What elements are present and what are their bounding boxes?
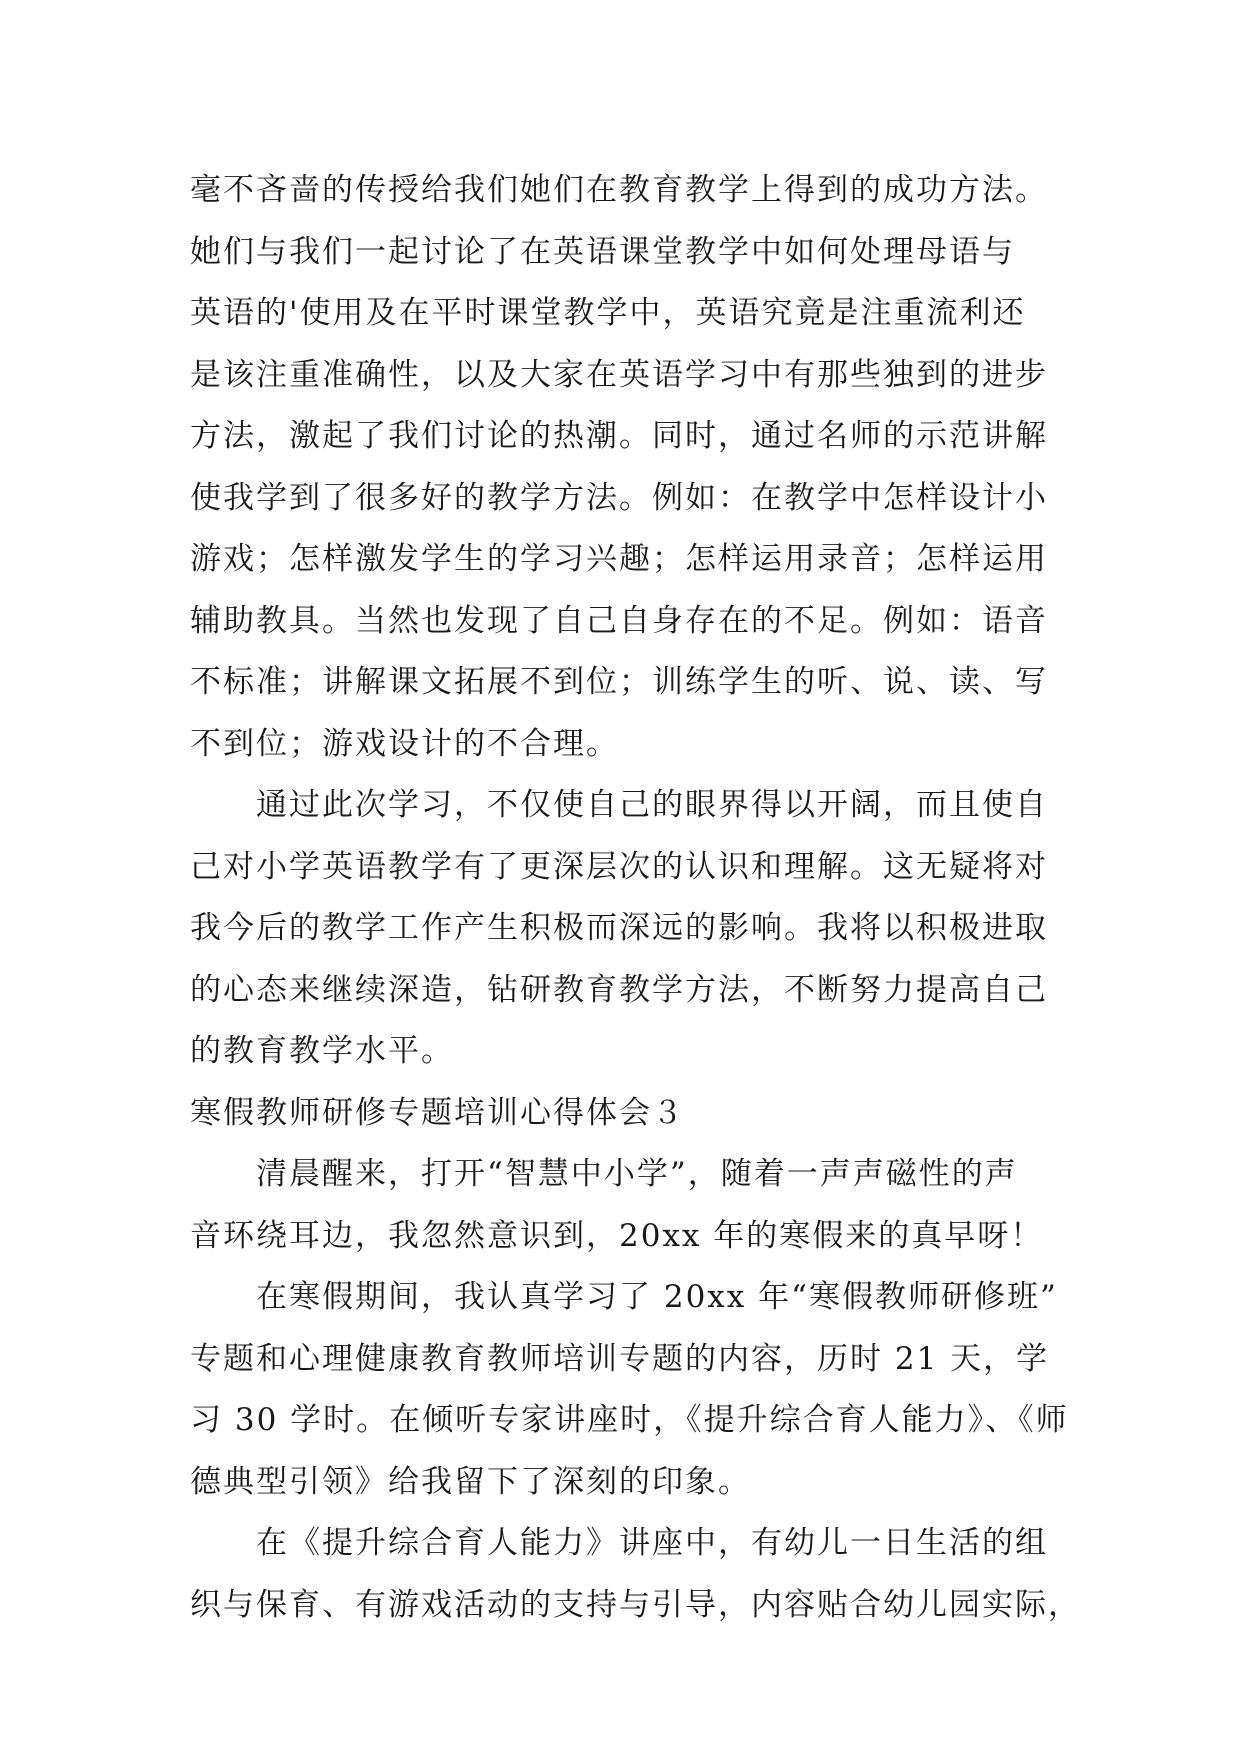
text-line: 我今后的教学工作产生积极而深远的影响。我将以积极进取 <box>190 910 1048 946</box>
text-line: 的教育教学水平。 <box>190 1033 454 1069</box>
text-line: 使我学到了很多好的教学方法。例如：在教学中怎样设计小 <box>190 479 1048 516</box>
text-line: 英语的'使用及在平时课堂教学中，英语究竟是注重流利还 <box>190 295 1026 331</box>
text-line: 的心态来继续深造，钻研教育教学方法，不断努力提高自己 <box>190 971 1048 1008</box>
section-heading: 寒假教师研修专题培训心得体会３ <box>190 1094 685 1131</box>
paragraph-first-line: 清晨醒来，打开“智慧中小学”，随着一声声磁性的声 <box>256 1156 1018 1192</box>
text-line: 习 30 学时。在倾听专家讲座时，《提升综合育人能力》、《师 <box>190 1402 1069 1438</box>
paragraph-first-line: 在《提升综合育人能力》讲座中，有幼儿一日生活的组 <box>256 1525 1048 1561</box>
text-line: 方法，激起了我们讨论的热潮。同时，通过名师的示范讲解 <box>190 418 1048 454</box>
text-line: 毫不吝啬的传授给我们她们在教育教学上得到的成功方法。 <box>190 172 1048 208</box>
paragraph-first-line: 通过此次学习，不仅使自己的眼界得以开阔，而且使自 <box>256 787 1048 823</box>
text-line: 不到位；游戏设计的不合理。 <box>190 725 619 762</box>
text-line: 游戏；怎样激发学生的学习兴趣；怎样运用录音；怎样运用 <box>190 541 1048 577</box>
document-body <box>190 160 1081 1636</box>
text-line: 德典型引领》给我留下了深刻的印象。 <box>190 1463 751 1500</box>
text-line: 己对小学英语教学有了更深层次的认识和理解。这无疑将对 <box>190 848 1048 885</box>
text-line: 织与保育、有游戏活动的支持与引导，内容贴合幼儿园实际， <box>190 1586 1081 1623</box>
text-line: 辅助教具。当然也发现了自己自身存在的不足。例如：语音 <box>190 602 1048 639</box>
text-line: 不标准；讲解课文拓展不到位；训练学生的听、说、读、写 <box>190 664 1048 700</box>
text-line: 音环绕耳边，我忽然意识到，20xx 年的寒假来的真早呀！ <box>190 1217 1044 1254</box>
paragraph-first-line: 在寒假期间，我认真学习了 20xx 年“寒假教师研修班” <box>256 1279 1058 1315</box>
text-line: 专题和心理健康教育教师培训专题的内容，历时 21 天，学 <box>190 1340 1050 1377</box>
text-line: 是该注重准确性，以及大家在英语学习中有那些独到的进步 <box>190 356 1048 393</box>
text-line: 她们与我们一起讨论了在英语课堂教学中如何处理母语与 <box>190 233 1015 270</box>
